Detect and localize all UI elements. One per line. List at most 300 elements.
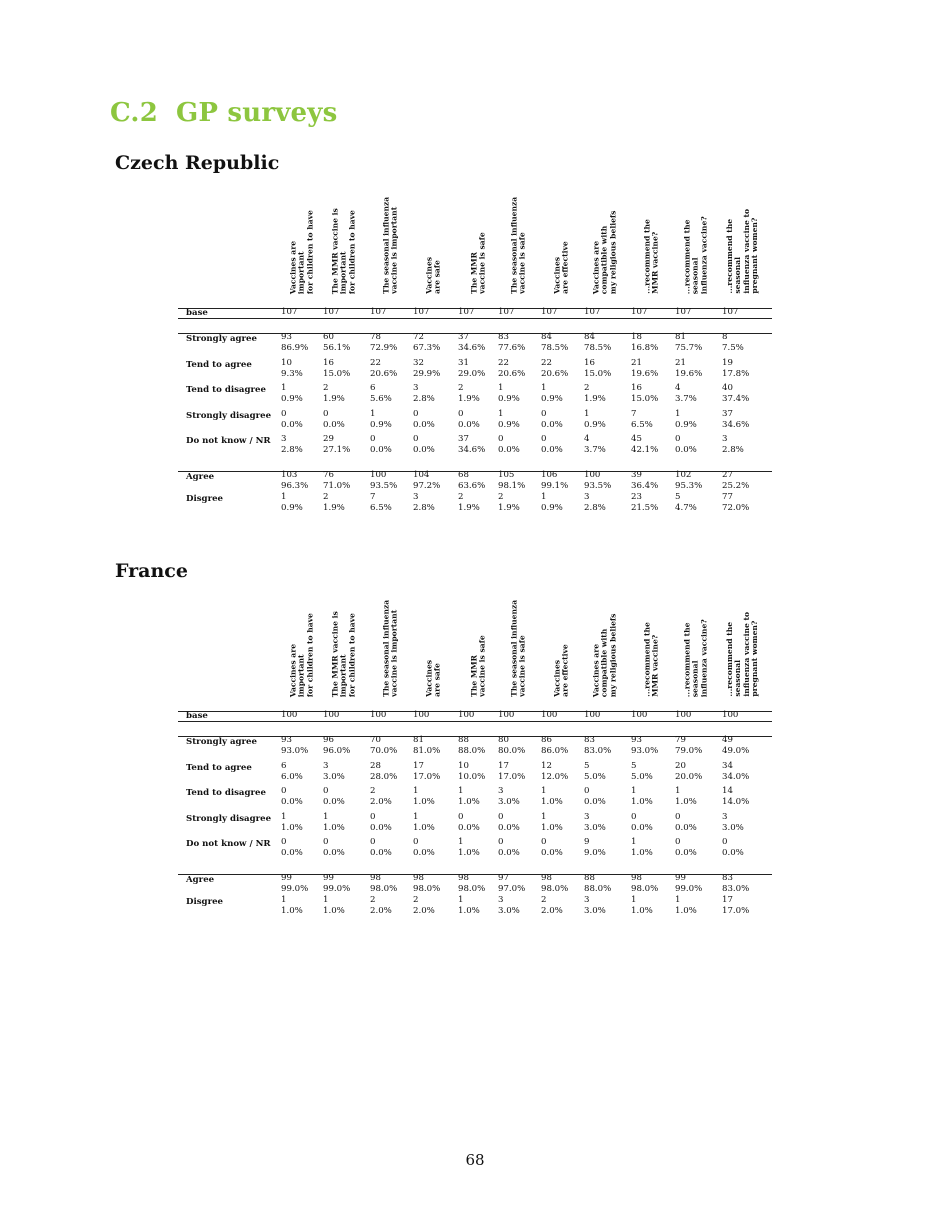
cell-percent: 0.0% [675, 848, 697, 858]
column-header [281, 196, 323, 294]
cell-count: 1 [458, 786, 464, 796]
cell-count: 0 [281, 408, 287, 419]
cell-percent: 1.0% [541, 822, 563, 833]
cell-percent: 2.8% [413, 394, 435, 404]
cell-count: 3 [722, 434, 728, 444]
base-count: 107 [541, 307, 558, 317]
summary-percent: 25.2% [722, 481, 750, 491]
summary-count: 104 [413, 470, 430, 480]
summary-count: 88 [584, 873, 595, 883]
section-title [110, 98, 337, 128]
cell-count: 0 [323, 408, 329, 419]
column-header-label: ...recommend the seasonal influenza vaccine to pregnant women? [725, 612, 760, 697]
column-header-label: The seasonal influenza vaccine is safe [509, 599, 527, 697]
cell-percent: 6.5% [631, 419, 653, 430]
cell-count: 1 [631, 786, 637, 796]
column-header [323, 599, 365, 697]
cell-count: 2 [370, 786, 376, 796]
column-header [631, 196, 673, 294]
cell-count: 93 [281, 735, 292, 745]
cell-count: 28 [370, 760, 381, 771]
summary-percent: 98.0% [631, 884, 659, 894]
base-count: 107 [281, 307, 298, 317]
column-header-label: ...recommend the seasonal influenza vaccine? [682, 216, 709, 294]
cell-count: 1 [541, 811, 547, 822]
base-count: 107 [458, 307, 475, 317]
cell-percent: 34.6% [458, 343, 486, 353]
cell-count: 49 [722, 735, 733, 745]
rule-base [178, 318, 772, 319]
summary-label: Agree [186, 472, 215, 482]
base-count: 100 [541, 710, 558, 720]
cell-percent: 0.9% [675, 419, 697, 430]
cell-count: 8 [722, 332, 728, 342]
column-header-label: Vaccines are compatible with my religious beliefs [591, 210, 618, 294]
cell-count: 1 [498, 383, 504, 393]
column-header [413, 599, 455, 697]
summary-percent: 3.0% [498, 906, 520, 916]
cell-percent: 93.0% [281, 746, 309, 756]
cell-percent: 14.0% [722, 797, 750, 807]
cell-percent: 16.8% [631, 343, 659, 353]
cell-percent: 2.8% [722, 445, 744, 455]
summary-percent: 17.0% [722, 906, 750, 916]
column-header [722, 196, 764, 294]
summary-percent: 0.9% [541, 503, 563, 513]
column-header [631, 599, 673, 697]
summary-percent: 99.1% [541, 481, 569, 491]
cell-count: 0 [370, 434, 376, 444]
cell-percent: 0.0% [675, 445, 697, 455]
column-header [458, 196, 500, 294]
section-title-text: GP surveys [175, 98, 338, 128]
cell-count: 0 [675, 811, 681, 822]
cell-percent: 20.6% [541, 368, 569, 379]
cell-count: 0 [413, 837, 419, 847]
column-header [675, 196, 717, 294]
summary-count: 98 [370, 873, 381, 883]
cell-percent: 17.0% [413, 771, 441, 782]
summary-count: 1 [631, 895, 637, 905]
summary-count: 3 [584, 895, 590, 905]
cell-count: 3 [323, 760, 329, 771]
cell-count: 1 [281, 811, 287, 822]
cell-count: 18 [631, 332, 642, 342]
cell-percent: 17.8% [722, 368, 750, 379]
cell-count: 1 [458, 837, 464, 847]
summary-count: 2 [413, 895, 419, 905]
summary-count: 2 [541, 895, 547, 905]
summary-count: 97 [498, 873, 509, 883]
summary-count: 77 [722, 492, 733, 502]
cell-count: 0 [675, 434, 681, 444]
cell-count: 86 [541, 735, 552, 745]
cell-percent: 93.0% [631, 746, 659, 756]
row-label: Tend to disagree [186, 788, 266, 798]
summary-count: 1 [675, 895, 681, 905]
cell-percent: 49.0% [722, 746, 750, 756]
summary-percent: 99.0% [675, 884, 703, 894]
cell-count: 0 [675, 837, 681, 847]
cell-percent: 1.0% [323, 822, 345, 833]
summary-count: 76 [323, 470, 334, 480]
cell-count: 0 [323, 786, 329, 796]
summary-count: 1 [458, 895, 464, 905]
cell-percent: 1.9% [584, 394, 606, 404]
cell-percent: 34.6% [458, 445, 486, 455]
cell-count: 1 [675, 786, 681, 796]
cell-count: 0 [370, 837, 376, 847]
cell-count: 17 [413, 760, 424, 771]
cell-count: 72 [413, 332, 424, 342]
summary-percent: 6.5% [370, 503, 392, 513]
summary-count: 102 [675, 470, 692, 480]
cell-percent: 1.0% [413, 822, 435, 833]
cell-count: 3 [281, 434, 287, 444]
summary-count: 99 [323, 873, 334, 883]
summary-percent: 98.0% [370, 884, 398, 894]
cell-percent: 3.0% [722, 822, 744, 833]
cell-percent: 1.0% [631, 848, 653, 858]
summary-count: 106 [541, 470, 558, 480]
row-label: Strongly disagree [186, 410, 272, 421]
cell-percent: 1.0% [458, 797, 480, 807]
column-header-label: Vaccines are safe [424, 660, 442, 697]
cell-percent: 17.0% [498, 771, 526, 782]
cell-count: 2 [458, 383, 464, 393]
summary-percent: 0.9% [281, 503, 303, 513]
cell-percent: 70.0% [370, 746, 398, 756]
base-count: 107 [584, 307, 601, 317]
summary-percent: 97.2% [413, 481, 441, 491]
cell-percent: 10.0% [458, 771, 486, 782]
cell-count: 0 [541, 434, 547, 444]
summary-count: 1 [281, 895, 287, 905]
cell-count: 1 [413, 811, 419, 822]
summary-percent: 2.0% [413, 906, 435, 916]
base-count: 100 [281, 710, 298, 720]
summary-percent: 21.5% [631, 503, 659, 513]
base-count: 107 [498, 307, 515, 317]
cell-percent: 15.0% [631, 394, 659, 404]
base-count: 100 [675, 710, 692, 720]
cell-percent: 0.0% [458, 419, 480, 430]
cell-count: 22 [370, 357, 381, 368]
summary-label: Disgree [186, 494, 224, 504]
cell-count: 22 [498, 357, 509, 368]
cell-count: 16 [323, 357, 334, 368]
country-heading-france: France [115, 560, 188, 582]
summary-count: 2 [458, 492, 464, 502]
cell-percent: 1.0% [675, 797, 697, 807]
summary-count: 83 [722, 873, 733, 883]
cell-count: 2 [584, 383, 590, 393]
summary-percent: 1.9% [323, 503, 345, 513]
cell-percent: 81.0% [413, 746, 441, 756]
summary-percent: 98.0% [541, 884, 569, 894]
cell-percent: 5.0% [631, 771, 653, 782]
cell-count: 10 [281, 357, 292, 368]
cell-count: 9 [584, 837, 590, 847]
base-count: 107 [722, 307, 739, 317]
cell-count: 5 [631, 760, 637, 771]
column-header [458, 599, 500, 697]
base-count: 100 [584, 710, 601, 720]
cell-percent: 0.9% [370, 419, 392, 430]
column-header-label: Vaccines are effective [552, 644, 570, 697]
cell-percent: 0.0% [541, 419, 563, 430]
cell-count: 0 [458, 408, 464, 419]
cell-percent: 1.0% [413, 797, 435, 807]
base-count: 107 [675, 307, 692, 317]
cell-percent: 78.5% [584, 343, 612, 353]
base-count: 100 [323, 710, 340, 720]
cell-count: 37 [458, 332, 469, 342]
cell-percent: 0.9% [584, 419, 606, 430]
column-header [370, 599, 412, 697]
base-count: 100 [458, 710, 475, 720]
column-header-label: ...recommend the MMR vaccine? [642, 219, 660, 294]
base-count: 107 [323, 307, 340, 317]
cell-percent: 83.0% [584, 746, 612, 756]
base-count: 100 [722, 710, 739, 720]
row-label: Tend to agree [186, 359, 252, 370]
column-header-label: The MMR vaccine is safe [469, 635, 487, 697]
cell-percent: 3.7% [675, 394, 697, 404]
summary-count: 99 [675, 873, 686, 883]
cell-count: 0 [370, 811, 376, 822]
cell-count: 45 [631, 434, 642, 444]
cell-percent: 3.0% [323, 771, 345, 782]
cell-count: 21 [675, 357, 686, 368]
column-header-label: Vaccines are effective [552, 241, 570, 294]
cell-count: 6 [370, 383, 376, 393]
summary-percent: 1.0% [631, 906, 653, 916]
cell-percent: 72.9% [370, 343, 398, 353]
cell-percent: 0.0% [413, 848, 435, 858]
cell-percent: 19.6% [631, 368, 659, 379]
summary-count: 103 [281, 470, 298, 480]
cell-percent: 75.7% [675, 343, 703, 353]
row-label-base: base [186, 711, 208, 721]
cell-percent: 80.0% [498, 746, 526, 756]
cell-count: 37 [458, 434, 469, 444]
cell-count: 84 [584, 332, 595, 342]
cell-percent: 37.4% [722, 394, 750, 404]
cell-percent: 0.0% [675, 822, 697, 833]
column-header [281, 599, 323, 697]
cell-percent: 20.6% [498, 368, 526, 379]
rule-base [178, 721, 772, 722]
cell-count: 22 [541, 357, 552, 368]
summary-percent: 99.0% [281, 884, 309, 894]
cell-percent: 86.0% [541, 746, 569, 756]
summary-percent: 93.5% [370, 481, 398, 491]
cell-count: 37 [722, 408, 733, 419]
cell-count: 1 [584, 408, 590, 419]
summary-count: 1 [323, 895, 329, 905]
cell-count: 16 [584, 357, 595, 368]
column-header-label: ...recommend the MMR vaccine? [642, 622, 660, 697]
summary-percent: 36.4% [631, 481, 659, 491]
cell-percent: 34.0% [722, 771, 750, 782]
cell-percent: 0.0% [370, 848, 392, 858]
cell-percent: 12.0% [541, 771, 569, 782]
summary-count: 98 [541, 873, 552, 883]
summary-count: 3 [584, 492, 590, 502]
summary-percent: 1.0% [281, 906, 303, 916]
cell-percent: 0.0% [584, 797, 606, 807]
cell-count: 0 [413, 408, 419, 419]
cell-count: 3 [413, 383, 419, 393]
summary-count: 98 [458, 873, 469, 883]
section-number: C.2 [110, 98, 158, 128]
cell-count: 29 [323, 434, 334, 444]
cell-count: 6 [281, 760, 287, 771]
cell-percent: 0.0% [498, 445, 520, 455]
summary-count: 23 [631, 492, 642, 502]
column-header-label: The seasonal influenza vaccine is important [381, 599, 399, 697]
cell-percent: 0.0% [722, 848, 744, 858]
cell-count: 40 [722, 383, 733, 393]
cell-count: 5 [584, 760, 590, 771]
row-label: Do not know / NR [186, 839, 271, 849]
cell-percent: 0.0% [541, 848, 563, 858]
cell-count: 12 [541, 760, 552, 771]
cell-count: 1 [370, 408, 376, 419]
cell-percent: 0.0% [370, 445, 392, 455]
cell-percent: 1.9% [458, 394, 480, 404]
summary-count: 98 [631, 873, 642, 883]
column-header [675, 599, 717, 697]
cell-count: 96 [323, 735, 334, 745]
summary-label: Disgree [186, 897, 224, 907]
cell-count: 0 [722, 837, 728, 847]
column-header-label: The MMR vaccine is important for children to have [330, 610, 357, 697]
cell-count: 1 [541, 383, 547, 393]
cell-count: 1 [281, 383, 287, 393]
summary-percent: 1.9% [498, 503, 520, 513]
cell-count: 0 [498, 811, 504, 822]
summary-percent: 96.3% [281, 481, 309, 491]
summary-count: 100 [584, 470, 601, 480]
cell-percent: 15.0% [584, 368, 612, 379]
cell-percent: 0.0% [281, 848, 303, 858]
cell-percent: 0.0% [281, 419, 303, 430]
column-header [584, 196, 626, 294]
cell-percent: 0.9% [541, 394, 563, 404]
row-label-base: base [186, 308, 208, 318]
cell-percent: 0.0% [458, 822, 480, 833]
column-header [541, 599, 583, 697]
column-header-label: ...recommend the seasonal influenza vaccine? [682, 619, 709, 697]
cell-count: 1 [631, 837, 637, 847]
summary-percent: 2.8% [584, 503, 606, 513]
cell-count: 0 [541, 408, 547, 419]
cell-percent: 7.5% [722, 343, 744, 353]
cell-percent: 1.0% [281, 822, 303, 833]
base-count: 107 [413, 307, 430, 317]
summary-percent: 4.7% [675, 503, 697, 513]
summary-count: 17 [722, 895, 733, 905]
cell-percent: 0.0% [323, 419, 345, 430]
summary-count: 68 [458, 470, 469, 480]
cell-count: 14 [722, 786, 733, 796]
cell-count: 20 [675, 760, 686, 771]
cell-count: 60 [323, 332, 334, 342]
summary-count: 3 [498, 895, 504, 905]
cell-count: 0 [541, 837, 547, 847]
column-header-label: The seasonal influenza vaccine is safe [509, 196, 527, 294]
cell-count: 0 [498, 837, 504, 847]
column-header [541, 196, 583, 294]
cell-count: 3 [584, 811, 590, 822]
cell-count: 7 [631, 408, 637, 419]
cell-percent: 5.6% [370, 394, 392, 404]
cell-count: 88 [458, 735, 469, 745]
cell-percent: 0.0% [413, 419, 435, 430]
cell-percent: 0.0% [323, 848, 345, 858]
cell-count: 32 [413, 357, 424, 368]
summary-percent: 98.1% [498, 481, 526, 491]
column-header [498, 599, 540, 697]
cell-percent: 77.6% [498, 343, 526, 353]
cell-percent: 0.0% [370, 822, 392, 833]
cell-percent: 0.0% [498, 822, 520, 833]
summary-count: 27 [722, 470, 733, 480]
cell-count: 83 [584, 735, 595, 745]
summary-percent: 98.0% [458, 884, 486, 894]
row-label: Strongly agree [186, 737, 257, 747]
summary-count: 100 [370, 470, 387, 480]
summary-percent: 2.0% [541, 906, 563, 916]
base-count: 100 [631, 710, 648, 720]
summary-count: 7 [370, 492, 376, 502]
column-header [584, 599, 626, 697]
summary-percent: 97.0% [498, 884, 526, 894]
summary-count: 1 [541, 492, 547, 502]
summary-percent: 2.8% [413, 503, 435, 513]
summary-count: 5 [675, 492, 681, 502]
summary-count: 2 [323, 492, 329, 502]
cell-count: 0 [498, 434, 504, 444]
column-header-label: The MMR vaccine is important for children to have [330, 207, 357, 294]
summary-percent: 72.0% [722, 503, 750, 513]
cell-count: 1 [323, 811, 329, 822]
cell-percent: 0.0% [631, 822, 653, 833]
summary-percent: 1.0% [675, 906, 697, 916]
row-label: Tend to disagree [186, 385, 266, 395]
cell-count: 0 [281, 837, 287, 847]
column-header [722, 599, 764, 697]
column-header-label: ...recommend the seasonal influenza vaccine to pregnant women? [725, 209, 760, 294]
cell-count: 80 [498, 735, 509, 745]
cell-percent: 2.0% [370, 797, 392, 807]
cell-count: 19 [722, 357, 733, 368]
cell-count: 1 [413, 786, 419, 796]
cell-percent: 29.0% [458, 368, 486, 379]
cell-percent: 28.0% [370, 771, 398, 782]
cell-count: 34 [722, 760, 733, 771]
cell-count: 93 [631, 735, 642, 745]
column-header-label: Vaccines are compatible with my religious beliefs [591, 613, 618, 697]
base-count: 100 [370, 710, 387, 720]
cell-count: 81 [675, 332, 686, 342]
country-heading-czech: Czech Republic [115, 152, 280, 174]
cell-percent: 96.0% [323, 746, 351, 756]
cell-percent: 0.0% [498, 848, 520, 858]
summary-percent: 63.6% [458, 481, 486, 491]
